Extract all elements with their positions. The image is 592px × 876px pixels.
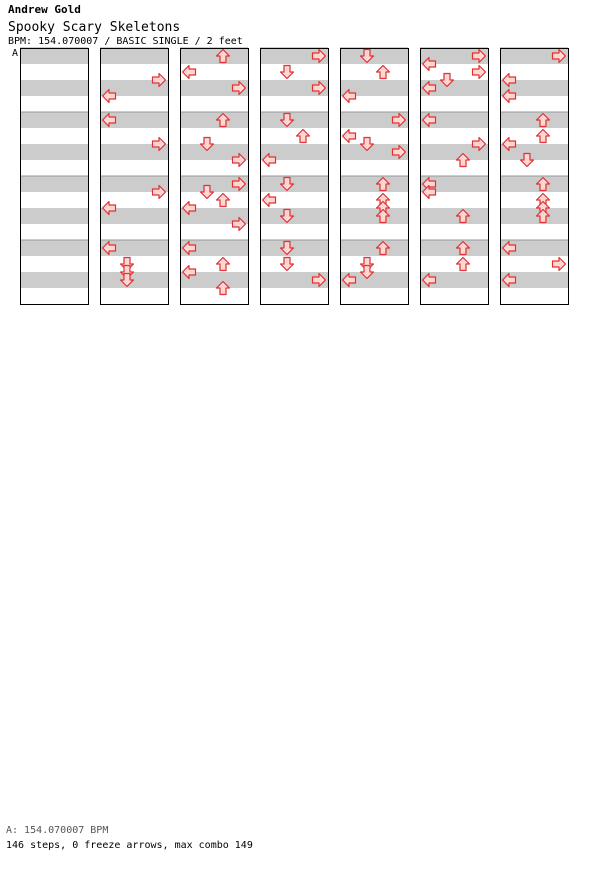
beat-stripe [180,144,248,152]
beat-stripe [420,216,488,224]
beat-stripe [20,48,88,56]
up-arrow [377,66,390,79]
beat-stripe [20,112,88,120]
beat-stripe [180,48,248,56]
beat-stripe [180,280,248,288]
chart-column [20,48,89,305]
beat-stripe [500,112,568,120]
beat-stripe [20,240,88,248]
left-arrow [263,194,276,207]
footer-bpm: A: 154.070007 BPM [6,825,109,836]
beat-stripe [260,112,328,120]
right-arrow [473,66,486,79]
beat-stripe [420,240,488,248]
beat-stripe [100,272,168,280]
beat-stripe [20,56,88,64]
beat-stripe [420,208,488,216]
up-arrow [297,130,310,143]
beat-stripe [100,48,168,56]
beat-stripe [100,216,168,224]
down-arrow [281,258,294,271]
chart-info: BPM: 154.070007 / BASIC SINGLE / 2 feet [8,36,243,47]
left-arrow [183,66,196,79]
beat-stripe [260,176,328,184]
up-arrow [537,130,550,143]
chart-column [340,48,409,305]
beat-stripe [20,176,88,184]
beat-stripe [260,120,328,128]
beat-stripe [20,248,88,256]
up-arrow [217,258,230,271]
beat-stripe [20,216,88,224]
beat-stripe [340,56,408,64]
beat-stripe [260,216,328,224]
beat-stripe [260,184,328,192]
beat-stripe [100,56,168,64]
beat-stripe [20,120,88,128]
chart-column [100,48,169,305]
artist-name: Andrew Gold [8,3,81,16]
beat-stripe [500,208,568,216]
beat-stripe [100,280,168,288]
beat-stripe [500,152,568,160]
song-title: Spooky Scary Skeletons [8,20,181,35]
beat-stripe [500,176,568,184]
bpm-marker-label: A [12,48,19,59]
beat-stripe [340,48,408,56]
beat-stripe [260,248,328,256]
beat-stripe [260,208,328,216]
beat-stripe [420,152,488,160]
beat-stripe [20,280,88,288]
beat-stripe [180,112,248,120]
beat-stripe [500,120,568,128]
beat-stripe [20,80,88,88]
beat-stripe [420,248,488,256]
up-arrow [217,194,230,207]
beat-stripe [340,248,408,256]
beat-stripe [100,152,168,160]
footer-stats: 146 steps, 0 freeze arrows, max combo 149 [6,840,253,851]
beat-stripe [340,208,408,216]
beat-stripe [20,144,88,152]
beat-stripe [500,184,568,192]
beat-stripe [500,216,568,224]
right-arrow [553,258,566,271]
beat-stripe [340,240,408,248]
beat-stripe [260,144,328,152]
beat-stripe [340,216,408,224]
beat-stripe [180,120,248,128]
up-arrow [457,258,470,271]
left-arrow [343,130,356,143]
beat-stripe [20,184,88,192]
beat-stripe [340,184,408,192]
beat-stripe [20,88,88,96]
beat-stripe [20,152,88,160]
beat-stripe [340,176,408,184]
beat-stripe [100,176,168,184]
beat-stripe [180,56,248,64]
beat-stripe [260,240,328,248]
beat-stripe [340,80,408,88]
beat-stripe [20,208,88,216]
down-arrow [281,66,294,79]
beat-stripe [20,272,88,280]
